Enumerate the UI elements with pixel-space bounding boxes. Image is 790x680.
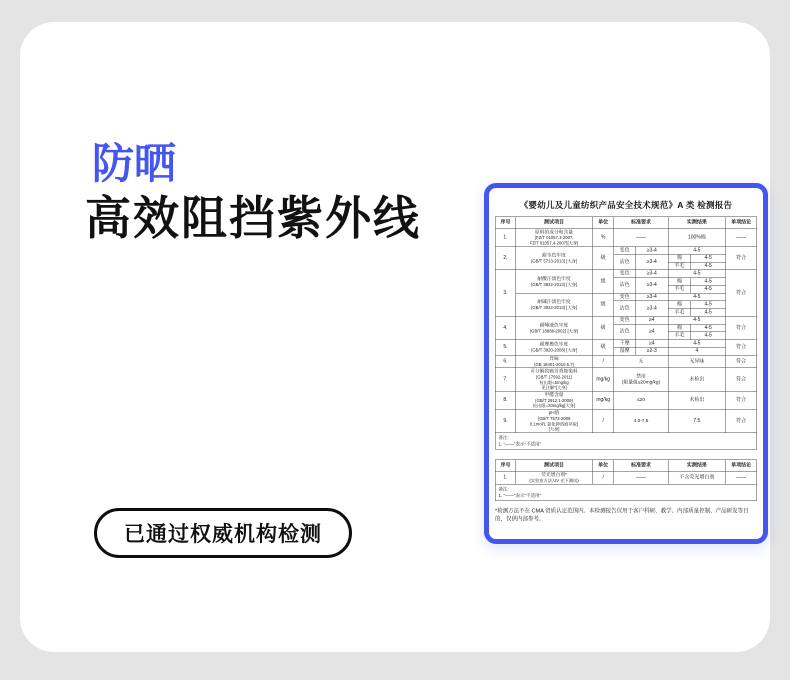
row-number: 1. (495, 471, 515, 484)
table-row (495, 340, 757, 348)
table-row (495, 229, 757, 247)
report-footnote: *检测方法不在 CMA 资质认定范围内。本检测报告仅用于客户科研、教学、内部质量控制、产品研发等目的，仅供内部参考。 (495, 507, 749, 523)
result-value: 4-5 (691, 301, 726, 309)
unit: / (592, 355, 613, 368)
result-value: 4-5 (668, 316, 725, 324)
conclusion: 符合 (726, 270, 757, 317)
row-number: 7. (495, 368, 515, 391)
test-item (516, 270, 593, 293)
test-item (516, 391, 593, 409)
report-table-secondary (495, 459, 757, 501)
cell-line: 耐酸汗渍色牢度 (537, 275, 571, 282)
result-value: 未检出 (668, 391, 725, 409)
standard-label: 变色 (614, 270, 635, 278)
headline-accent: 防晒 (92, 140, 177, 187)
unit: 级 (592, 247, 613, 270)
cell-line: 1. “——”表示“不适用” (498, 441, 541, 447)
row-number: 9. (495, 409, 515, 432)
standard-label: 变色 (614, 293, 635, 301)
row-number: 4. (495, 316, 515, 339)
content-panel (20, 22, 770, 652)
standard-value: ≥4 (635, 340, 668, 348)
cell-line: (GB 18401-2010 6.7) (534, 361, 575, 367)
standard-value: ≥3-4 (635, 270, 668, 278)
result-label: 棉 (668, 278, 691, 286)
result-value: 4-5 (668, 293, 725, 301)
result-value: 4-5 (668, 270, 725, 278)
result-value: 7.5 (668, 409, 725, 432)
test-item (516, 409, 593, 432)
test-report-document (484, 183, 768, 544)
cell-line: 原料的成分和含量 (535, 229, 574, 235)
certification-badge-label: 已通过权威机构检测 (124, 523, 322, 546)
result-value: 4-5 (691, 332, 726, 340)
standard-label: 干摩 (614, 340, 635, 348)
standard-value: ≥3-4 (635, 301, 668, 317)
standard-label: 变色 (614, 247, 635, 255)
table-row (495, 316, 757, 324)
row-number: 8. (495, 391, 515, 409)
table-row (495, 391, 757, 409)
cell-line: 备注: (498, 434, 509, 440)
standard-value: —— (614, 471, 668, 484)
test-item (516, 368, 593, 391)
cell-line: ≤20 (637, 397, 645, 403)
test-report-content (495, 198, 757, 523)
test-item (516, 293, 593, 316)
result-value: 4-5 (691, 324, 726, 332)
cell-line: 禁用 (636, 373, 646, 379)
result-label: 棉 (668, 301, 691, 309)
cell-line: (GB/T 5713-2013) [大身] (530, 258, 578, 264)
standard-label: 沾色 (614, 324, 635, 340)
result-label: 棉 (668, 324, 691, 332)
row-number: 3. (495, 270, 515, 317)
row-number: 5. (495, 340, 515, 356)
standard-value: ≥3-4 (635, 278, 668, 294)
cell-line: 0.1mol/L 氯化钾溶液萃取) (529, 421, 579, 427)
conclusion: —— (726, 229, 757, 247)
column-header: 单项结论 (726, 217, 757, 229)
report-title: 《婴幼儿及儿童纺织产品安全技术规范》A 类 检测报告 (519, 200, 733, 210)
cell-line: [大身] (548, 426, 560, 432)
table-note (495, 433, 757, 450)
column-header: 序号 (495, 460, 515, 472)
table-row (495, 270, 757, 278)
cell-line: (GB/T 3922-2013) [大身] (530, 281, 578, 287)
column-header: 实测结果 (668, 217, 725, 229)
result-label: 羊毛 (668, 309, 691, 317)
standard-value: ≥3-4 (635, 293, 668, 301)
result-value: 无异味 (668, 355, 725, 368)
unit: 级 (592, 340, 613, 356)
conclusion: 符合 (726, 247, 757, 270)
cell-line: 见注解*[大身] (541, 385, 567, 391)
standard-label: 沾色 (614, 254, 635, 270)
result-value: 4-5 (668, 340, 725, 348)
column-header: 实测结果 (668, 460, 725, 472)
test-item (516, 229, 593, 247)
standard-value (614, 391, 668, 409)
note-row (495, 433, 757, 450)
cell-line: 检出限=5mg/kg (539, 379, 569, 385)
result-label: 棉 (668, 254, 691, 262)
cell-line: 可分解致癌芳香胺染料 (530, 368, 578, 375)
standard-value (614, 409, 668, 432)
standard-label: 变色 (614, 316, 635, 324)
cell-line: 1. “——”表示“不适用” (498, 492, 541, 498)
table-row (495, 409, 757, 432)
cell-line: (GB/T 18886-2002) [大身] (529, 328, 579, 334)
cell-line: 异味 (549, 355, 559, 362)
conclusion: 符合 (726, 368, 757, 391)
conclusion: 符合 (726, 340, 757, 356)
cell-line: 无 (638, 358, 644, 364)
column-header: 标准要求 (614, 217, 668, 229)
cell-line: (实验室方法,UV 光下测试) (529, 478, 579, 484)
result-value: 4 (668, 347, 725, 355)
standard-value (614, 355, 668, 368)
result-value: 未检出 (668, 368, 725, 391)
unit: % (592, 229, 613, 247)
test-item (516, 355, 593, 368)
row-number: 1. (495, 229, 515, 247)
result-label: 羊毛 (668, 285, 691, 293)
conclusion: 符合 (726, 391, 757, 409)
result-value: 4-5 (691, 309, 726, 317)
cell-line: 耐唾液色牢度 (539, 322, 569, 328)
standard-value: —— (614, 229, 668, 247)
table-row (495, 471, 757, 484)
report-table-main (495, 217, 757, 450)
table-row (495, 293, 757, 301)
result-value: 不含荧光增白剂 (668, 471, 725, 484)
cell-line: (GB/T 17592-2011) (535, 374, 573, 380)
standard-value: ≥4 (635, 324, 668, 340)
standard-label: 沾色 (614, 301, 635, 317)
standard-value: ≥3-4 (635, 254, 668, 270)
unit: 级 (592, 270, 613, 293)
result-value: 4-5 (691, 278, 726, 286)
row-number: 6. (495, 355, 515, 368)
cell-line: 耐碱汗渍色牢度 (537, 299, 571, 305)
standard-value: ≥4 (635, 316, 668, 324)
table-row (495, 247, 757, 255)
header-row (495, 217, 757, 229)
cell-line: FZ/T 01057.4-2007)[大身] (529, 240, 579, 246)
table-note (495, 484, 757, 501)
row-number: 2. (495, 247, 515, 270)
cell-line: 耐摩擦色牢度 (539, 341, 569, 348)
cell-line: pH值 (548, 410, 560, 416)
cell-line: (限量值≤20mg/kg) (621, 379, 661, 385)
conclusion: —— (726, 471, 757, 484)
column-header: 单位 (592, 460, 613, 472)
column-header: 测试项目 (516, 460, 593, 472)
table-row (495, 368, 757, 391)
cell-line: (GB/T 7573-2009 (537, 415, 571, 421)
certification-badge (94, 508, 352, 558)
test-item (516, 471, 593, 484)
test-item (516, 340, 593, 356)
standard-label: 沾色 (614, 278, 635, 294)
result-value: 4-5 (668, 247, 725, 255)
result-label: 羊毛 (668, 332, 691, 340)
headline-block (85, 140, 421, 245)
result-value: 4-5 (691, 262, 726, 270)
unit: / (592, 409, 613, 432)
conclusion: 符合 (726, 409, 757, 432)
note-row (495, 484, 757, 501)
standard-value (614, 368, 668, 391)
headline-main: 高效阻挡紫外线 (85, 192, 421, 245)
unit: 级 (592, 316, 613, 339)
table-row (495, 355, 757, 368)
test-item (516, 247, 593, 270)
cell-line: 荧光增白剂* (541, 472, 567, 478)
result-label: 羊毛 (668, 262, 691, 270)
unit: mg/kg (592, 391, 613, 409)
column-header: 序号 (495, 217, 515, 229)
standard-label: 湿摩 (614, 347, 635, 355)
cell-line: 4.0-7.5 (633, 417, 649, 424)
column-header: 单位 (592, 217, 613, 229)
cell-line: 耐水色牢度 (542, 252, 566, 259)
column-header: 标准要求 (614, 460, 668, 472)
unit: mg/kg (592, 368, 613, 391)
cell-line: (FZ/T 01057.3-2007, (534, 235, 574, 241)
header-row (495, 460, 757, 472)
standard-value: ≥3-4 (635, 247, 668, 255)
conclusion: 符合 (726, 355, 757, 368)
column-header: 测试项目 (516, 217, 593, 229)
cell-line: (GB/T 3922-2013) [大身] (530, 305, 578, 310)
test-item (516, 316, 593, 339)
cell-line: 甲醛含量 (544, 391, 564, 398)
unit: / (592, 471, 613, 484)
standard-value: ≥2-3 (635, 347, 668, 355)
conclusion: 符合 (726, 316, 757, 339)
cell-line: 备注: (498, 486, 509, 492)
cell-line: 检出限=20mg/kg[大身] (532, 403, 576, 409)
result-value: 4-5 (691, 254, 726, 262)
column-header: 单项结论 (726, 460, 757, 472)
cell-line: (GB/T 3920-2008) [大身] (530, 347, 578, 353)
unit: 级 (592, 293, 613, 316)
result-value: 4-5 (691, 285, 726, 293)
result-value: 100%棉 (668, 229, 725, 247)
cell-line: (GB/T 2912.1-2009) (535, 397, 573, 403)
